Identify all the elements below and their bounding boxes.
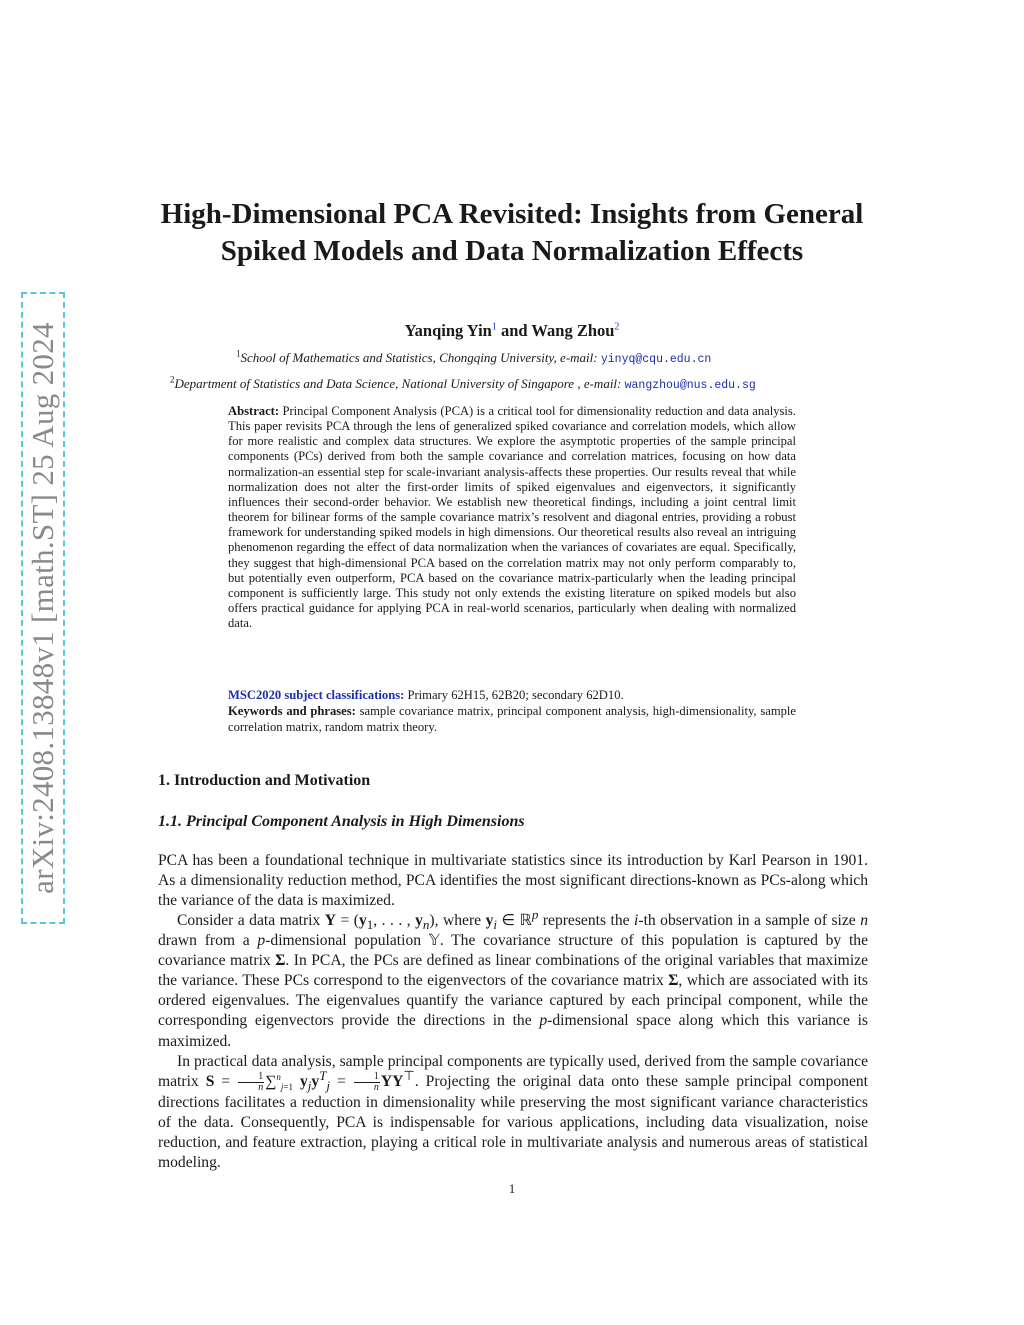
author-line xyxy=(150,321,874,341)
keywords-line xyxy=(228,703,796,735)
author-connector: and xyxy=(496,321,532,340)
abstract xyxy=(228,404,796,631)
affiliation-mark: 1 xyxy=(236,348,241,359)
email-link[interactable]: wangzhou@nus.edu.sg xyxy=(624,379,756,392)
classification-block xyxy=(228,687,796,735)
affiliation-text: School of Mathematics and Statistics, Chongqing University, e-mail: xyxy=(240,350,601,365)
affiliation-link[interactable]: 1 xyxy=(491,321,497,333)
arxiv-identifier-stamp xyxy=(21,292,65,924)
email-link[interactable]: yinyq@cqu.edu.cn xyxy=(600,353,712,366)
affiliation-1 xyxy=(236,350,711,366)
msc-line xyxy=(228,687,796,703)
affiliation-mark: 2 xyxy=(170,374,175,385)
subsection-heading: 1.1. Principal Component Analysis in High Dimensions xyxy=(158,813,525,830)
paragraph-1: PCA has been a foundational technique in multivariate statistics since its introduction by Karl Pearson in 1901. As a dimensionality reduction method, PCA identifies the most significant directions-known as PCs-along which the variance of the data is maximized. xyxy=(158,852,868,910)
abstract-label: Abstract: xyxy=(228,404,280,418)
paragraph-2: Consider a data matrix $Y = (y_1$, . . . , $y_n$), where $y_i$ ∈ ℝ$^p$ represents the i-th observation in a sample of size n drawn from a p-dimensional population 𝕐. The covariance structure of this population is captured by the covariance matrix Σ. In PCA, the PCs are defined as linear combinations of the original variables that maximize the variance. These PCs correspond to the eigenvectors of the covariance matrix Σ, which are associated with its ordered eigenvalues. The eigenvalues quantify the variance captured by each principal component, while the corresponding eigenvectors provide the directions in the p-dimensional space along which this variance is maximized. xyxy=(158,906,868,1050)
arxiv-id-text: arXiv:2408.13848v1 [math.ST] 25 Aug 2024 xyxy=(25,322,60,894)
keywords-label: Keywords and phrases: xyxy=(228,704,356,718)
msc-text: Primary 62H15, 62B20; secondary 62D10. xyxy=(407,688,624,702)
author-name: Yanqing Yin xyxy=(404,321,492,340)
abstract-text: Principal Component Analysis (PCA) is a critical tool for dimensionality reduction and data analysis. This paper revisits PCA through the lens of generalized spiked covariance and correlation models, which allow for more realistic and complex data structures. We explore the asymptotic properties of the sample principal components (PCs) derived from both the sample covariance and correlation matrices, focusing on how data normalization-an essential step for scale-invariant analysis-affects these properties. Our results reveal that while normalization does not alter the first-order limits of spiked eigenvalues and eigenvectors, it significantly influences their second-order behavior. We establish new theoretical findings, including a joint central limit theorem for bilinear forms of the sample covariance matrix’s resolvent and diagonal entries, providing a robust framework for understanding spiked models in high dimensions. Our theoretical results also reveal an intriguing phenomenon regarding the effect of data normalization when the variances of covariates are equal. Specifically, they suggest that high-dimensional PCA based on the correlation matrix may not only perform comparably to, but potentially even outperform, PCA based on the covariance matrix-particularly when the leading principal component is sufficiently large. This study not only extends the existing literature on spiked models but also offers practical guidance for applying PCA in real-world scenarios, particularly when dealing with normalized data. xyxy=(228,404,796,631)
author-name: Wang Zhou xyxy=(531,321,615,340)
paragraph-3: In practical data analysis, sample principal components are typically used, derived from the sample covariance matrix S = $\frac{1}{n}$ ∑$^n_{j=1}$ $y_jy^T_j$ = $\frac{1}{n}$ YY⊤. Projecting the original data onto these sample principal component directions facilitates a reduction in dimensionality while preserving the most significant variance characteristics of the data. Consequently, PCA is indispensable for various applications, including data visualization, noise reduction, and feature extraction, playing a critical role in multivariate analysis and numerous areas of statistical modeling. xyxy=(158,1053,869,1172)
paper-title: High-Dimensional PCA Revisited: Insights from General Spiked Models and Data Normalization Effects xyxy=(160,198,864,267)
affiliation-link[interactable]: 2 xyxy=(614,321,620,333)
section-heading: 1. Introduction and Motivation xyxy=(158,772,371,789)
affiliation-text: Department of Statistics and Data Science, National University of Singapore , e-mail: xyxy=(174,376,625,391)
keywords-text: sample covariance matrix, principal component analysis, high-dimensionality, sample correlation matrix, random matrix theory. xyxy=(228,704,796,734)
page-number: 1 xyxy=(508,1181,516,1196)
affiliation-2 xyxy=(170,376,756,392)
msc-label-link[interactable]: MSC2020 subject classifications: xyxy=(228,688,405,702)
